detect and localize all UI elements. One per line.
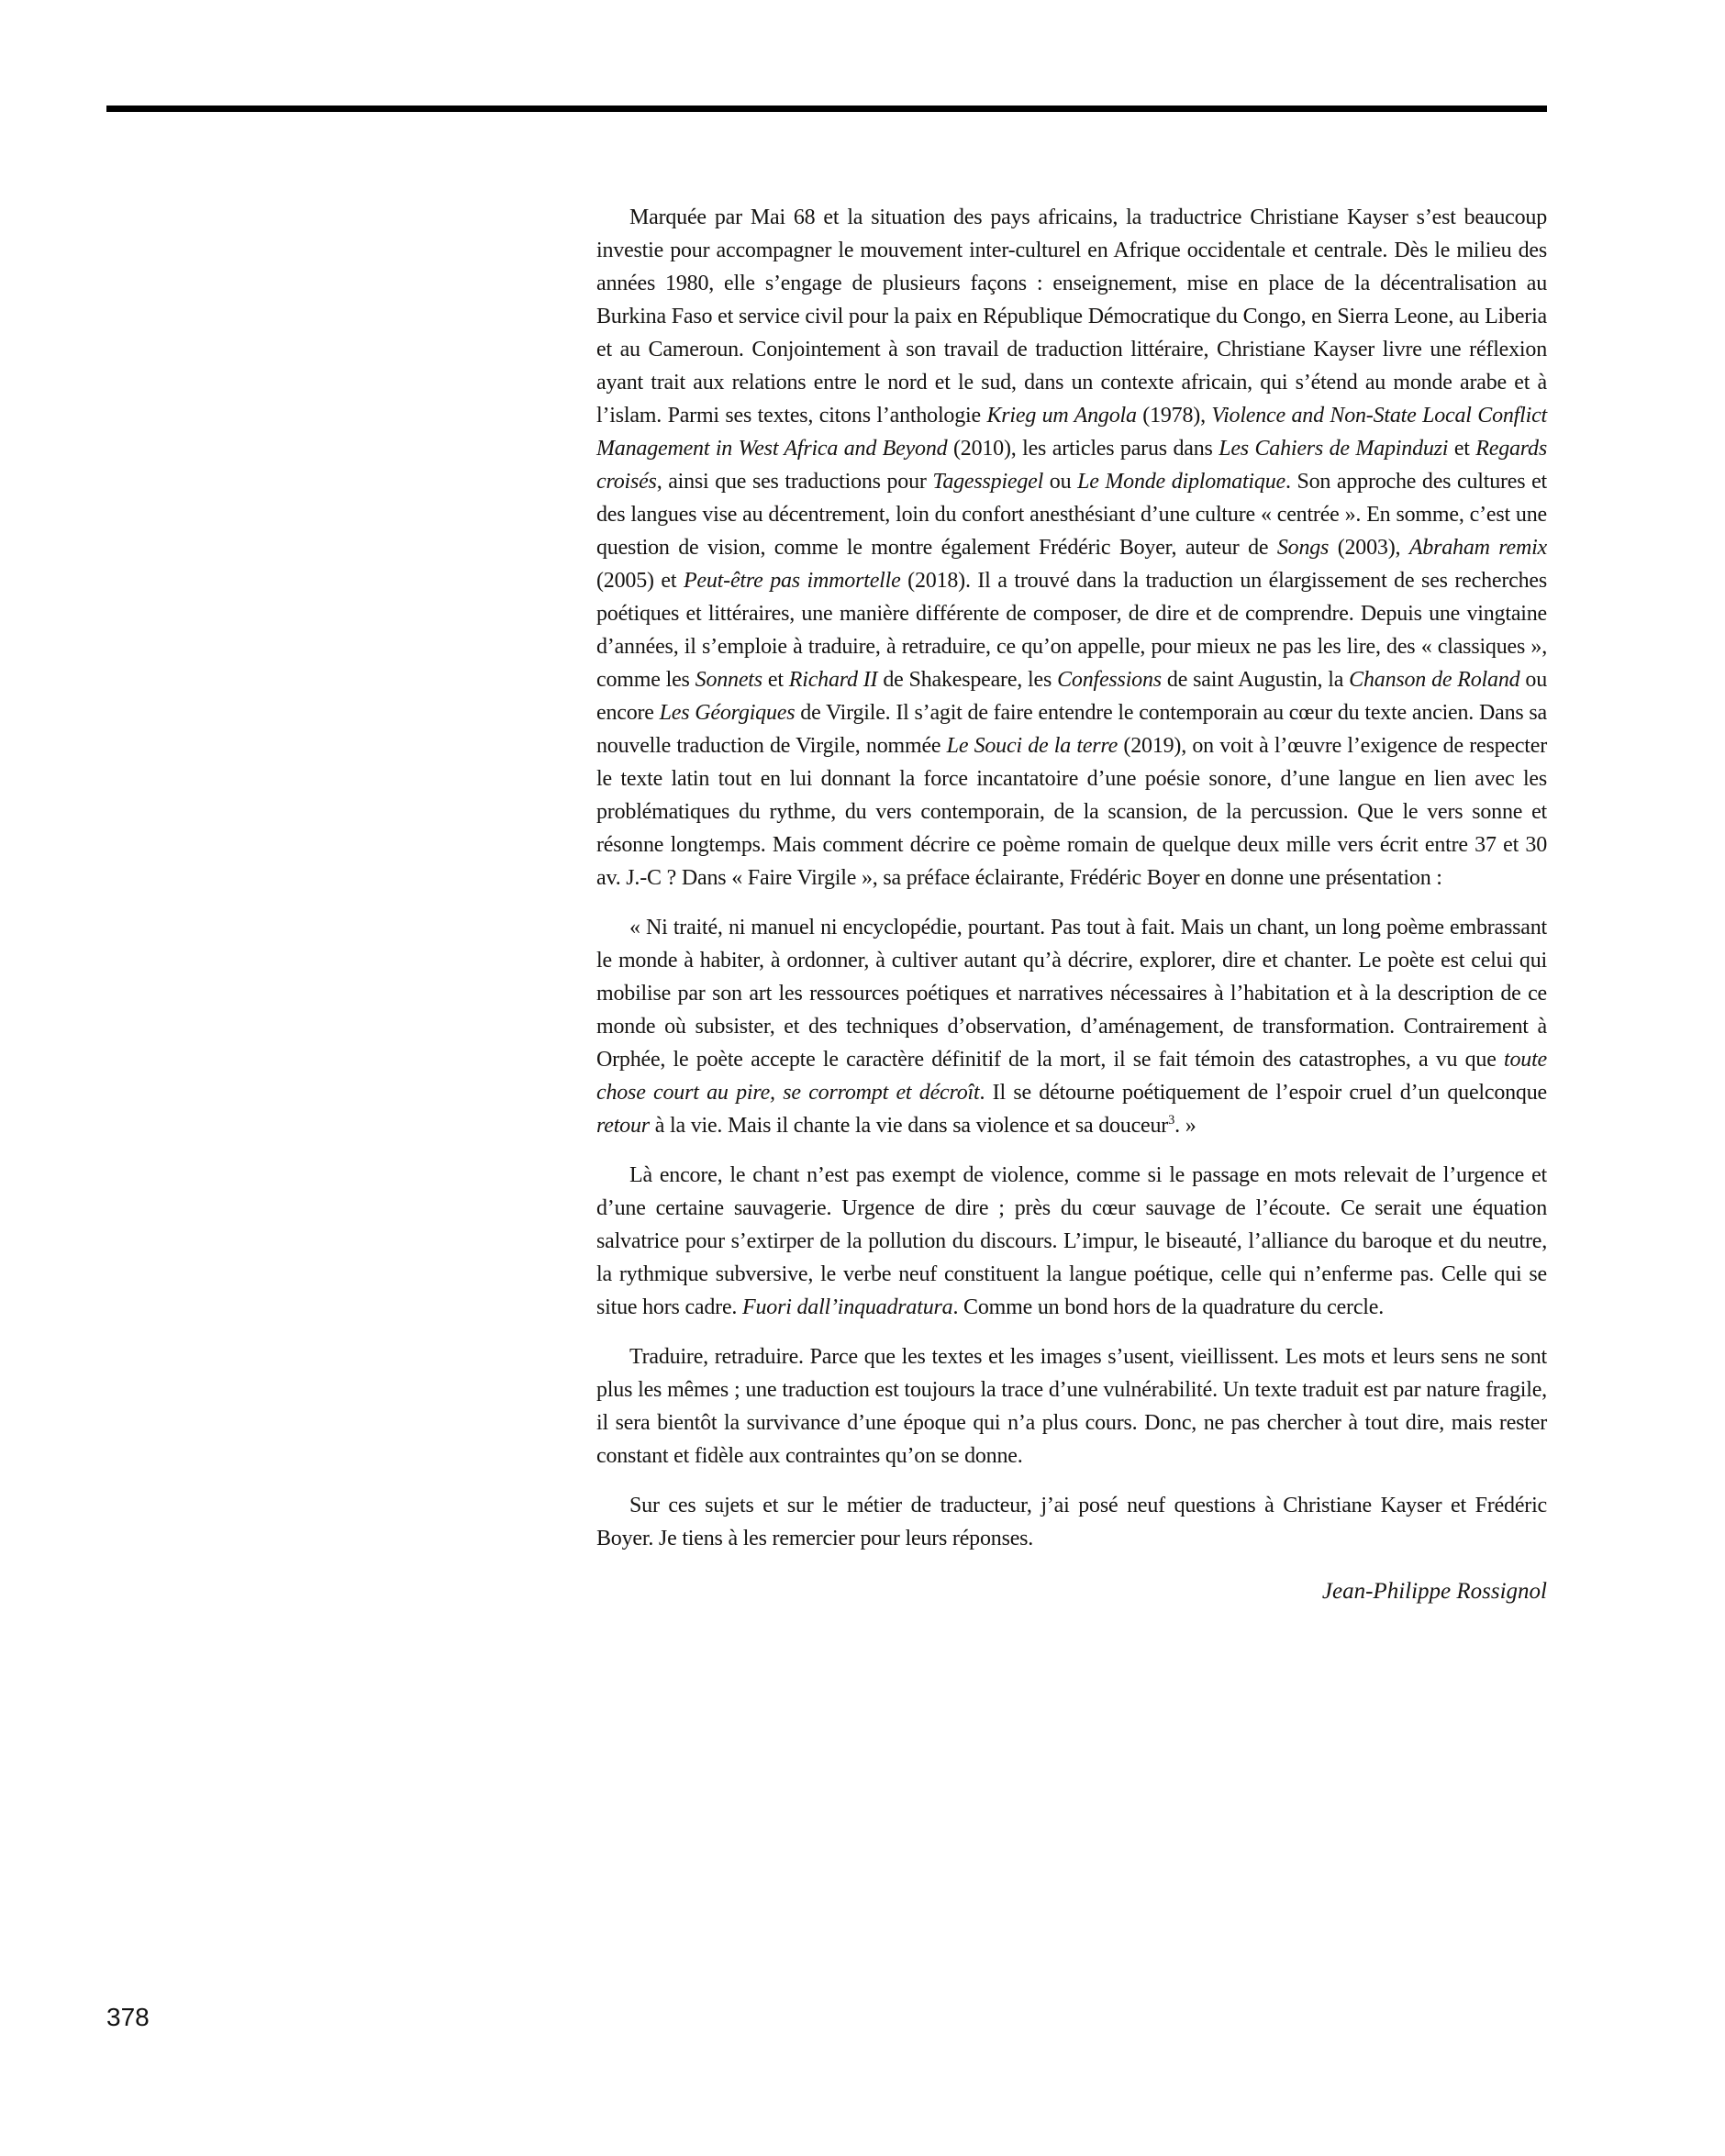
italic-text-run: Chanson de Roland (1349, 668, 1520, 692)
page-number: 378 (106, 2003, 150, 2031)
text-run: à la vie. Mais il chante la vie dans sa violence et sa douceur (649, 1114, 1169, 1138)
italic-text-run: Confessions (1057, 668, 1162, 692)
italic-text-run: Fuori dall’inquadratura (742, 1295, 953, 1319)
footnote-marker: 3 (1168, 1113, 1175, 1128)
italic-text-run: Regards croisés (596, 437, 1547, 494)
text-run: (2003), (1329, 536, 1409, 560)
paragraph-closing (596, 1489, 1547, 1555)
italic-text-run: Les Géorgiques (659, 701, 796, 725)
italic-text-run: retour (596, 1114, 650, 1138)
paragraph-retranslate (596, 1340, 1547, 1473)
italic-text-run: toute chose court au pire, se corrompt et décroît (596, 1048, 1547, 1105)
text-run: Là encore, le chant n’est pas exempt de violence, comme si le passage en mots relevait de l’urgence et d’une certaine sauvagerie. Urgence de dire ; près du cœur sauvage de l’écoute. Ce serait une équation salvatrice pour s’extirper de la pollution du discours. L’impur, le biseauté, l’alliance du baroque et du neutre, la rythmique subversive, le verbe neuf constituent la langue poétique, celle qui n’enferme pas. Celle qui se situe hors cadre. (596, 1163, 1547, 1319)
text-run: et (1448, 437, 1476, 461)
text-run: de saint Augustin, la (1161, 668, 1350, 692)
text-run: . Il se détourne poétiquement de l’espoir cruel d’un quelconque (979, 1081, 1547, 1105)
text-run: (2010), les articles parus dans (947, 437, 1219, 461)
text-run: et (762, 668, 789, 692)
text-run: de Virgile. Il s’agit de faire entendre le contemporain au cœur du texte ancien. Dans sa nouvelle traduction de Virgile, nommée (596, 701, 1547, 758)
italic-text-run: Violence and Non-State Local Conflict Management in West Africa and Beyond (596, 404, 1547, 461)
text-run: (2018). Il a trouvé dans la traduction un élargissement de ses recherches poétiques et littéraires, une manière différente de composer, de dire et de comprendre. Depuis une vingtaine d’années, il s’emploie à traduire, à retraduire, ce qu’on appelle, pour mieux ne pas les lire, des « classiques », comme les (596, 569, 1547, 692)
paragraph-quote (596, 911, 1547, 1142)
text-run: « Ni traité, ni manuel ni encyclopédie, pourtant. Pas tout à fait. Mais un chant, un long poème embrassant le monde à habiter, à ordonner, à cultiver autant qu’à décrire, explorer, dire et chanter. Le poète est celui qui mobilise par son art les ressources poétiques et narratives nécessaires à l’habitation et à la description de ce monde où subsister, et des techniques d’observation, d’aménagement, de transformation. Contrairement à Orphée, le poète accepte le caractère définitif de la mort, il se fait témoin des catastrophes, a vu que (596, 916, 1547, 1072)
text-run: Marquée par Mai 68 et la situation des pays africains, la traductrice Christiane Kayser s’est beaucoup investie pour accompagner le mouvement inter-culturel en Afrique occidentale et centrale. Dès le milieu des années 1980, elle s’engage de plusieurs façons : enseignement, mise en place de la décentralisation au Burkina Faso et service civil pour la paix en République Démocratique du Congo, en Sierra Leone, au Liberia et au Cameroun. Conjointement à son travail de traduction littéraire, Christiane Kayser livre une réflexion ayant trait aux relations entre le nord et le sud, dans un contexte africain, qui s’étend au monde arabe et à l’islam. Parmi ses textes, citons l’anthologie (596, 206, 1547, 428)
italic-text-run: Richard II (788, 668, 878, 692)
italic-text-run: Abraham remix (1408, 536, 1548, 560)
article-body (596, 201, 1547, 1608)
text-run: (2005) et (596, 569, 684, 593)
text-run: . Comme un bond hors de la quadrature du cercle. (952, 1295, 1385, 1319)
italic-text-run: Tagesspiegel (932, 470, 1044, 494)
text-run: (2019), on voit à l’œuvre l’exigence de respecter le texte latin tout en lui donnant la force incantatoire d’une poésie sonore, d’une langue en lien avec les problématiques du rythme, du vers contemporain, de la scansion, de la percussion. Que le vers sonne et résonne longtemps. Mais comment décrire ce poème romain de quelque deux mille vers écrit entre 37 et 30 av. J.-C ? Dans « Faire Virgile », sa préface éclairante, Frédéric Boyer en donne une présentation : (596, 734, 1548, 890)
italic-text-run: Sonnets (695, 668, 762, 692)
italic-text-run: Krieg um Angola (986, 404, 1137, 428)
text-run: ou encore (596, 668, 1547, 725)
italic-text-run: Les Cahiers de Mapinduzi (1219, 437, 1449, 461)
italic-text-run: Le Monde diplomatique (1077, 470, 1285, 494)
paragraph-commentary (596, 1159, 1547, 1324)
text-run: Sur ces sujets et sur le métier de traducteur, j’ai posé neuf questions à Christiane Kayser et Frédéric Boyer. Je tiens à les remercier pour leurs réponses. (596, 1494, 1547, 1550)
text-run: . Son approche des cultures et des langues vise au décentrement, loin du confort anesthésiant d’une culture « centrée ». En somme, c’est une question de vision, comme le montre également Frédéric Boyer, auteur de (596, 470, 1547, 560)
text-run: de Shakespeare, les (877, 668, 1058, 692)
paragraph-intro (596, 201, 1547, 895)
text-run: . » (1174, 1114, 1196, 1138)
text-run: ou (1043, 470, 1078, 494)
text-run: (1978), (1136, 404, 1212, 428)
text-run: Traduire, retraduire. Parce que les textes et les images s’usent, vieillissent. Les mots et leurs sens ne sont plus les mêmes ; une traduction est toujours la trace d’une vulnérabilité. Un texte traduit est par nature fragile, il sera bientôt la survivance d’une époque qui n’a plus cours. Donc, ne pas chercher à tout dire, mais rester constant et fidèle aux contraintes qu’on se donne. (596, 1345, 1547, 1468)
author-signature: Jean-Philippe Rossignol (1321, 1579, 1547, 1604)
text-run: , ainsi que ses traductions pour (656, 470, 933, 494)
italic-text-run: Songs (1276, 536, 1330, 560)
top-rule (106, 106, 1547, 112)
italic-text-run: Peut-être pas immortelle (683, 569, 901, 593)
italic-text-run: Le Souci de la terre (946, 734, 1118, 758)
